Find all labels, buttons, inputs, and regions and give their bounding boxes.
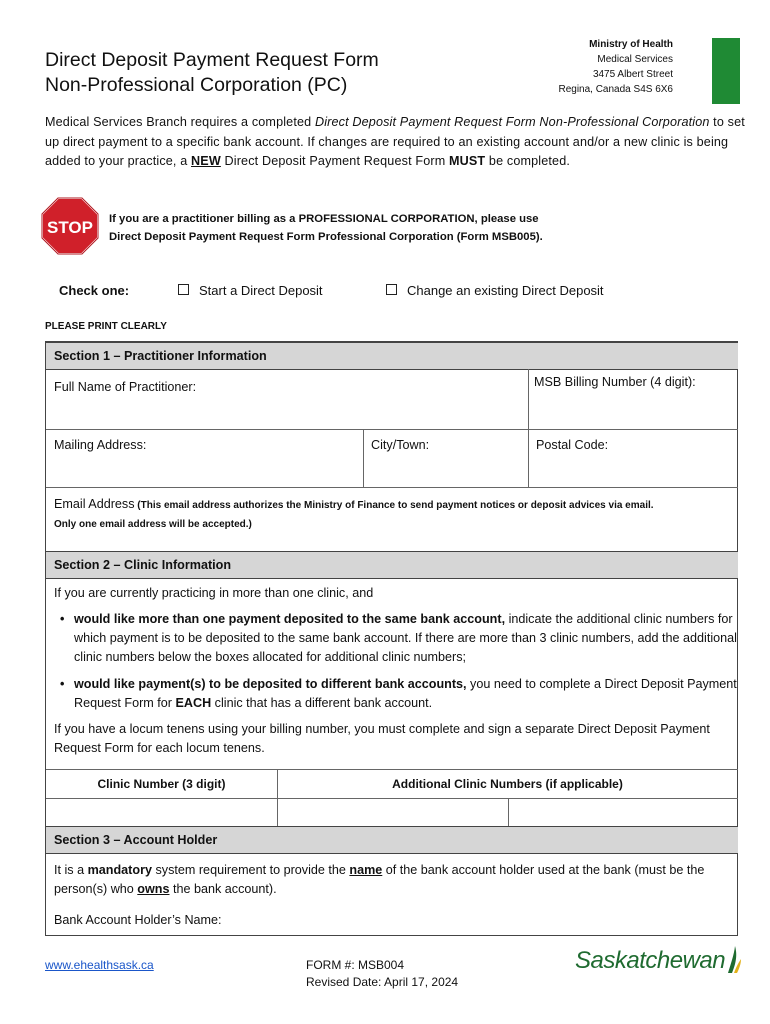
revised-date: Revised Date: April 17, 2024 bbox=[306, 975, 459, 989]
street-address: 3475 Albert Street bbox=[592, 69, 673, 80]
email-label: Email Address (This email address authorizes the Ministry of Finance to send payment notices or deposit advices via email. Only one email address will be accepted.) bbox=[54, 497, 654, 530]
bullet-different-accounts: • would like payment(s) to be deposited to different bank accounts, you need to complete a Direct Deposit Payment Request Form for EACH clinic that has a different bank account. bbox=[60, 677, 737, 710]
start-deposit-option[interactable]: Start a Direct Deposit bbox=[178, 283, 323, 298]
green-accent-bar bbox=[712, 38, 740, 104]
postal-code-label: Postal Code: bbox=[536, 438, 609, 452]
city-field[interactable] bbox=[365, 456, 527, 486]
check-one-label: Check one: bbox=[59, 283, 130, 298]
branch-name: Medical Services bbox=[597, 54, 673, 65]
title-line-1: Direct Deposit Payment Request Form bbox=[45, 49, 379, 71]
city-address: Regina, Canada S4S 6X6 bbox=[558, 84, 673, 95]
msb-billing-field[interactable] bbox=[530, 393, 737, 428]
intro-paragraph: Medical Services Branch requires a completed Direct Deposit Payment Request Form Non-Professional Corporation to set up direct payment to a specific bank account. If changes are required to an existing account and/or a new clinic is being added to your practice, a NEW Direct Deposit Payment Request Form MUST be completed. bbox=[45, 115, 745, 168]
saskatchewan-logo: Saskatchewan bbox=[575, 945, 743, 975]
additional-clinic-field-1[interactable] bbox=[279, 799, 507, 825]
form-number: FORM #: MSB004 bbox=[306, 958, 405, 972]
title-line-2: Non-Professional Corporation (PC) bbox=[45, 74, 348, 96]
stop-note: If you are a practitioner billing as a PROFESSIONAL CORPORATION, please use Direct Deposit Payment Request Form Professional Corporation (Form MSB005). bbox=[109, 213, 543, 243]
ministry-name: Ministry of Health bbox=[589, 39, 673, 50]
section-3-header: Section 3 – Account Holder bbox=[46, 826, 738, 854]
email-field[interactable] bbox=[47, 530, 737, 550]
section-2-header: Section 2 – Clinic Information bbox=[46, 551, 738, 579]
ministry-address bbox=[473, 37, 673, 97]
clinic-number-header: Clinic Number (3 digit) bbox=[97, 777, 226, 791]
bullet-same-account: • would like more than one payment deposited to the same bank account, indicate the additional clinic numbers for which payment is to be deposited to the same bank account. If there are more than 3 clinic numbers, add the additional clinic numbers below the boxes allocated for additional clinic numbers; bbox=[60, 612, 737, 664]
stop-sign-icon bbox=[40, 196, 100, 256]
city-label: City/Town: bbox=[371, 438, 430, 452]
print-clearly-note: PLEASE PRINT CLEARLY bbox=[45, 321, 167, 332]
form-title bbox=[45, 48, 379, 98]
change-deposit-option[interactable]: Change an existing Direct Deposit bbox=[386, 283, 604, 298]
stop-sign-text: STOP bbox=[47, 218, 93, 237]
start-deposit-checkbox[interactable] bbox=[178, 284, 189, 295]
additional-clinics-header: Additional Clinic Numbers (if applicable) bbox=[392, 777, 623, 791]
section-2-intro: If you are currently practicing in more than one clinic, and bbox=[54, 586, 374, 600]
mailing-address-label: Mailing Address: bbox=[54, 438, 147, 452]
account-holder-label: Bank Account Holder’s Name: bbox=[54, 913, 222, 927]
mailing-address-field[interactable] bbox=[47, 456, 362, 486]
clinic-number-field[interactable] bbox=[47, 799, 276, 825]
section-1-header: Section 1 – Practitioner Information bbox=[46, 342, 738, 370]
additional-clinic-field-2[interactable] bbox=[510, 799, 737, 825]
change-deposit-checkbox[interactable] bbox=[386, 284, 397, 295]
postal-code-field[interactable] bbox=[530, 456, 737, 486]
website-link[interactable]: www.ehealthsask.ca bbox=[45, 958, 154, 972]
account-holder-field[interactable] bbox=[240, 910, 737, 934]
locum-tenens-note: If you have a locum tenens using your billing number, you must complete and sign a separate Direct Deposit Payment Request Form for each locum tenens. bbox=[54, 722, 710, 755]
full-name-label: Full Name of Practitioner: bbox=[54, 380, 197, 394]
wheat-icon bbox=[725, 945, 743, 975]
full-name-field[interactable] bbox=[47, 398, 527, 428]
msb-billing-label: MSB Billing Number (4 digit): bbox=[534, 375, 696, 389]
section-3-text: It is a mandatory system requirement to provide the name of the bank account holder used at the bank (must be the person(s) who owns the bank account). bbox=[54, 863, 705, 896]
